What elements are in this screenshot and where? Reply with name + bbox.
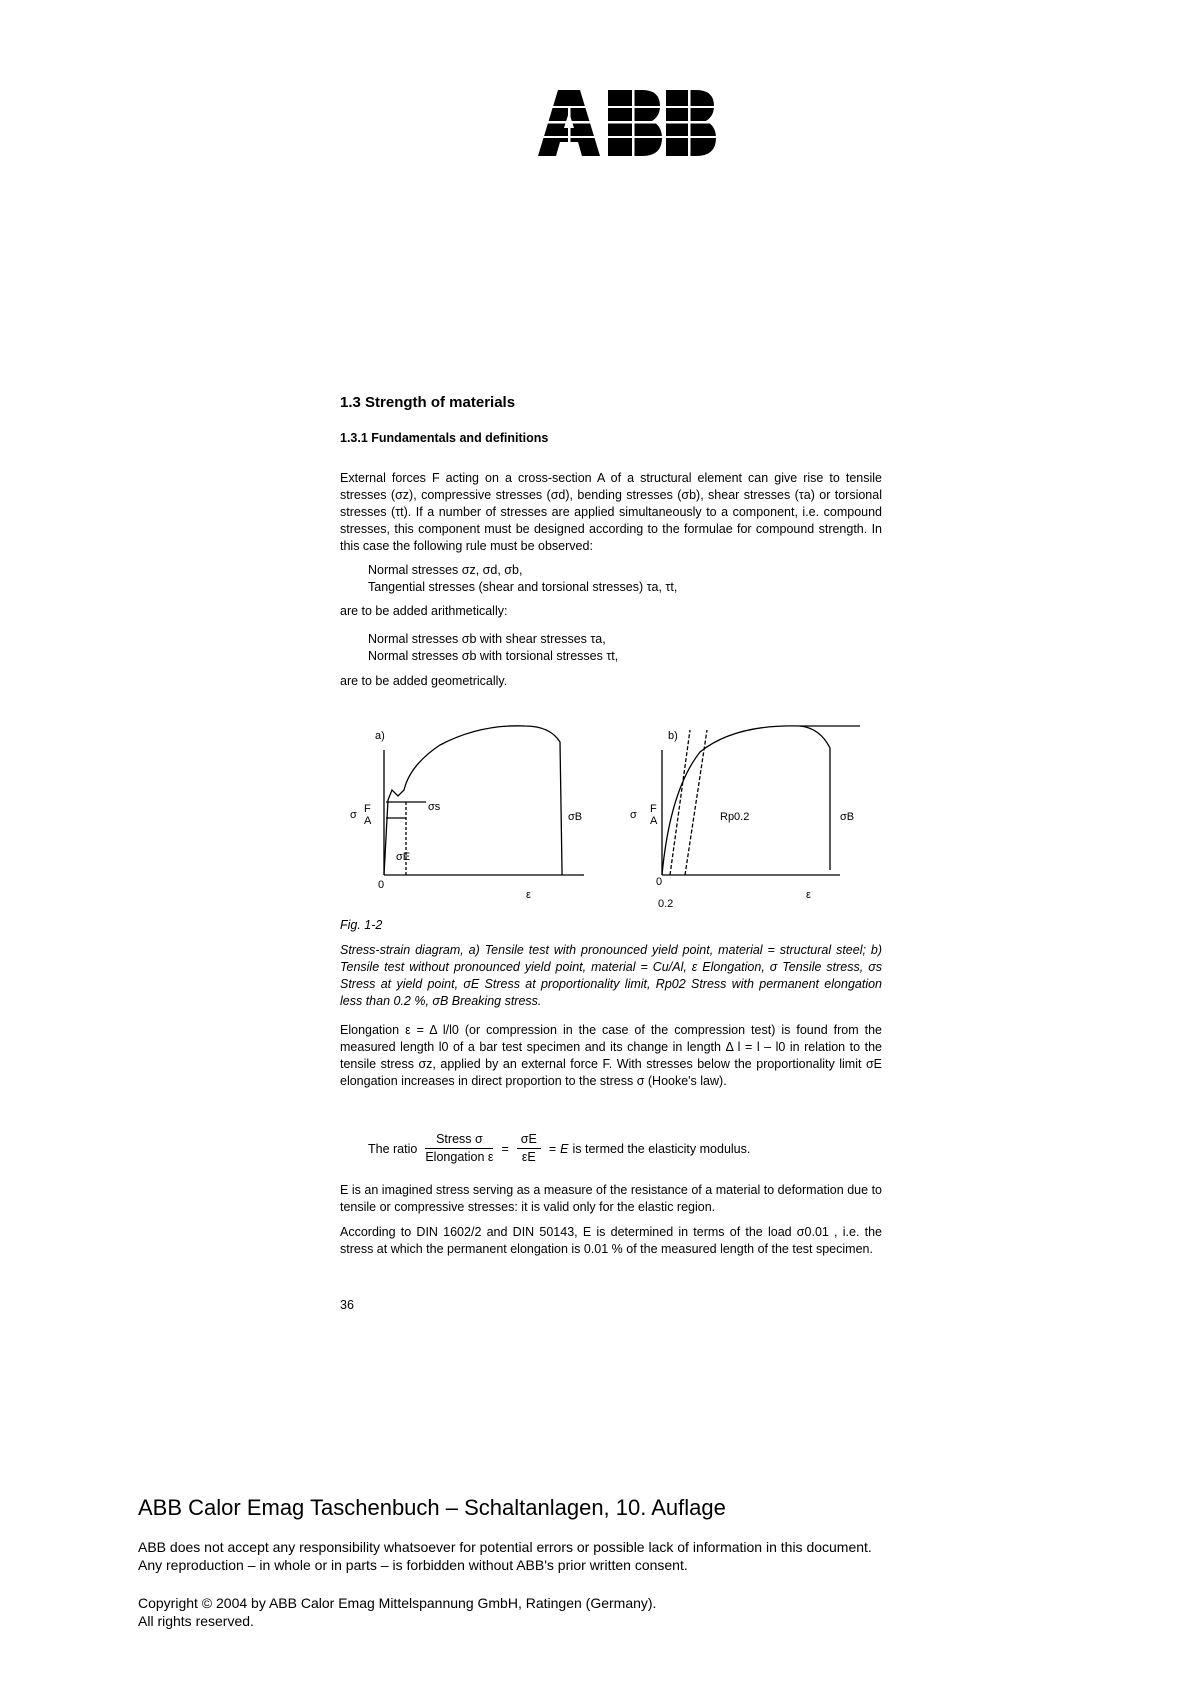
normal-torsional-line: Normal stresses σb with torsional stresses τt, bbox=[368, 649, 619, 663]
eq-num1: Stress σ bbox=[425, 1131, 493, 1149]
section-subtitle: 1.3.1 Fundamentals and definitions bbox=[340, 431, 549, 445]
footer-title: ABB Calor Emag Taschenbuch – Schaltanlagen, 10. Auflage bbox=[138, 1495, 726, 1520]
modulus-paragraph: E is an imagined stress serving as a measure of the resistance of a material to deformation due to tensile or compressive stresses: it is valid only for the elastic region. bbox=[340, 1183, 882, 1214]
eq-equals-2: = bbox=[548, 1141, 557, 1156]
force-label-a: F bbox=[364, 803, 371, 815]
eq-den1: Elongation ε bbox=[425, 1150, 494, 1164]
footer-copyright: Copyright © 2004 by ABB Calor Emag Mittelspannung GmbH, Ratingen (Germany). bbox=[138, 1595, 657, 1611]
eq-prefix: The ratio bbox=[368, 1141, 418, 1156]
eq-den2: εE bbox=[521, 1150, 536, 1164]
force-label-b: F bbox=[650, 803, 657, 815]
sigma-s-label-a: σs bbox=[428, 801, 441, 813]
elasticity-equation bbox=[368, 1131, 750, 1166]
fraction-stress-elongation bbox=[425, 1131, 493, 1166]
arithmetic-note: are to be added arithmetically: bbox=[340, 604, 508, 618]
footer-disclaimer-1: ABB does not accept any responsibility whatsoever for potential errors or possible lack of information in this document. bbox=[138, 1539, 872, 1555]
sigma-b-label-a: σB bbox=[568, 811, 583, 823]
figure-caption-label: Fig. 1-2 bbox=[340, 918, 383, 932]
sigma-e-label-a: σE bbox=[396, 851, 411, 863]
label-a: a) bbox=[375, 730, 385, 742]
area-label-a: A bbox=[364, 815, 372, 827]
eq-num2: σE bbox=[517, 1131, 541, 1149]
diagram-b bbox=[662, 726, 860, 875]
tangential-stresses-line: Tangential stresses (shear and torsional stresses) τa, τt, bbox=[368, 580, 678, 594]
zero-label-b: 0 bbox=[656, 876, 663, 888]
offset-label-b: 0.2 bbox=[658, 898, 674, 910]
eps-label-a: ε bbox=[526, 889, 531, 901]
sigma-label-b: σ bbox=[630, 809, 637, 821]
rp-label-b: Rp0.2 bbox=[720, 811, 750, 823]
page-number: 36 bbox=[340, 1298, 354, 1312]
elongation-paragraph: Elongation ε = Δ l/l0 (or compression in the case of the compression test) is found from the measured length l0 of a bar test specimen and its change in length Δ l = l – l0 in relation to the tensile stress σz, applied by an external force F. With stresses below the proportionality limit σE elongation increases in direct proportion to the stress σ (Hooke's law). bbox=[340, 1023, 882, 1088]
eq-e: E bbox=[560, 1141, 569, 1156]
intro-paragraph: External forces F acting on a cross-section A of a structural element can give rise to tensile stresses (σz), compressive stresses (σd), bending stresses (σb), shear stresses (τa) or torsional stresses (τt). If a number of stresses are applied simultaneously to a component, i.e. compound stresses, this component must be designed according to the formulae for compound strength. In this case the following rule must be observed: bbox=[340, 471, 882, 553]
normal-stresses-line: Normal stresses σz, σd, σb, bbox=[368, 563, 523, 577]
eps-label-b: ε bbox=[806, 889, 811, 901]
fraction-sigma-eps bbox=[517, 1131, 541, 1166]
diagram-a bbox=[384, 726, 584, 875]
eq-equals-1: = bbox=[501, 1141, 509, 1156]
normal-shear-line: Normal stresses σb with shear stresses τa, bbox=[368, 632, 606, 646]
abb-logo bbox=[536, 88, 716, 156]
sigma-b-label-b: σB bbox=[840, 811, 855, 823]
label-b: b) bbox=[668, 730, 678, 742]
area-label-b: A bbox=[650, 815, 658, 827]
footer-rights: All rights reserved. bbox=[138, 1613, 254, 1629]
section-title: 1.3 Strength of materials bbox=[340, 394, 516, 411]
din-paragraph: According to DIN 1602/2 and DIN 50143, E is determined in terms of the load σ0.01 , i.e. the stress at which the permanent elongation is 0.01 % of the measured length of the test specimen. bbox=[340, 1225, 882, 1256]
footer-disclaimer-2: Any reproduction – in whole or in parts – is forbidden without ABB's prior written consent. bbox=[138, 1557, 688, 1573]
eq-suffix: is termed the elasticity modulus. bbox=[572, 1141, 751, 1156]
geometric-note: are to be added geometrically. bbox=[340, 674, 508, 688]
zero-label-a: 0 bbox=[378, 879, 385, 891]
sigma-label-a: σ bbox=[350, 809, 357, 821]
stress-strain-figure bbox=[340, 720, 885, 910]
figure-caption: Stress-strain diagram, a) Tensile test with pronounced yield point, material = structural steel; b) Tensile test without pronounced yield point, material = Cu/Al, ε Elongation, σ Tensile stress, σs Stress at yield point, σE Stress at proportionality limit, Rp02 Stress with permanent elongation less than 0.2 %, σB Breaking stress. bbox=[340, 943, 882, 1008]
